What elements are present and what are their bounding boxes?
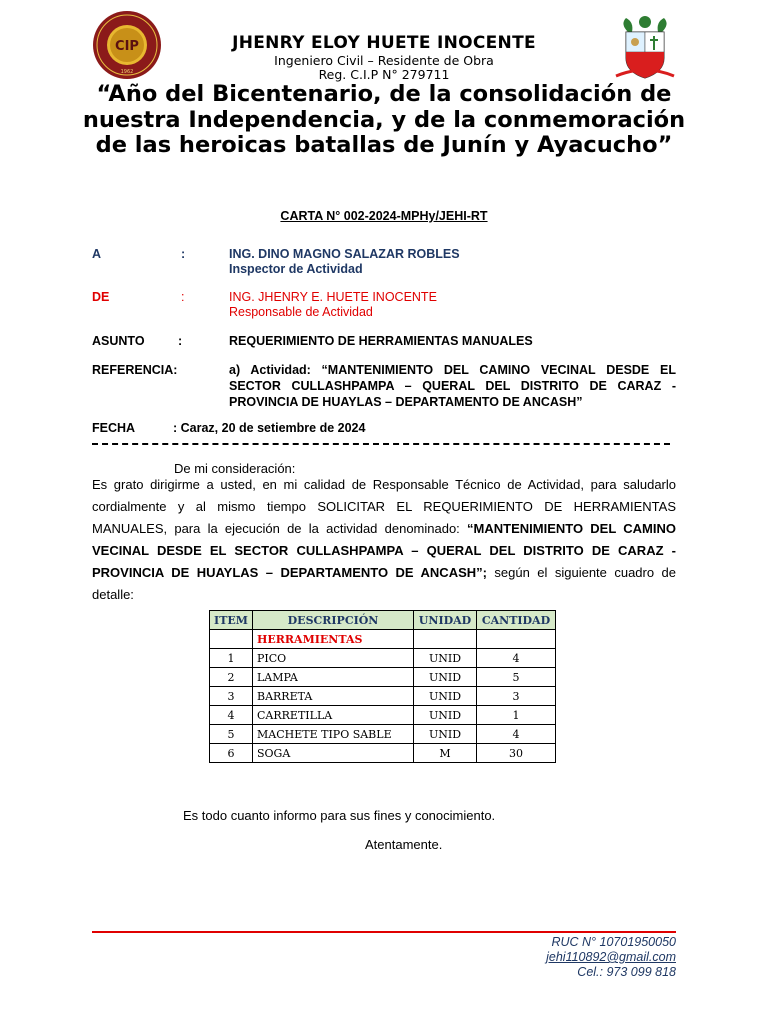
cell-quantity: 5 [477, 668, 556, 687]
cell-unit: UNID [414, 687, 477, 706]
table-row [210, 649, 556, 668]
col-header-item: ITEM [210, 611, 253, 630]
cell-description: CARRETILLA [253, 706, 414, 725]
year-motto: “Año del Bicentenario, de la consolidación de nuestra Independencia, y de la conmemoración de las heroicas batallas de Junín y Ayacucho” [82, 81, 686, 158]
to-name: ING. DINO MAGNO SALAZAR ROBLES [229, 247, 460, 261]
col-header-unit: UNIDAD [414, 611, 477, 630]
cell-quantity: 4 [477, 649, 556, 668]
subject-text: REQUERIMIENTO DE HERRAMIENTAS MANUALES [229, 334, 533, 348]
cell-item: 5 [210, 725, 253, 744]
date-label: FECHA [92, 421, 136, 435]
from-label: DE [92, 290, 110, 304]
body-paragraph [92, 474, 676, 606]
letter-number: CARTA N° 002-2024-MPHy/JEHI-RT [280, 209, 488, 223]
to-colon: : [181, 247, 186, 261]
reference-label: REFERENCIA: [92, 363, 178, 377]
separator-line [92, 443, 670, 445]
greeting: De mi consideración: [174, 461, 296, 476]
regards-text: Atentamente. [365, 837, 443, 852]
footer-email-wrap [400, 950, 676, 964]
cell-item: 4 [210, 706, 253, 725]
cell-description: MACHETE TIPO SABLE [253, 725, 414, 744]
col-header-quantity: CANTIDAD [477, 611, 556, 630]
cell-item: 2 [210, 668, 253, 687]
tools-table [209, 610, 556, 763]
author-title: Ingeniero Civil – Residente de Obra [274, 53, 494, 68]
cell-quantity: 3 [477, 687, 556, 706]
table-row [210, 668, 556, 687]
footer-ruc: RUC N° 10701950050 [551, 935, 676, 949]
cell-unit: UNID [414, 706, 477, 725]
cell-item: 6 [210, 744, 253, 763]
cell-quantity: 4 [477, 725, 556, 744]
author-name: JHENRY ELOY HUETE INOCENTE [232, 33, 536, 53]
closing-text: Es todo cuanto informo para sus fines y conocimiento. [183, 808, 496, 823]
peru-coat-of-arms [614, 14, 676, 80]
footer-divider [92, 931, 676, 933]
table-row [210, 706, 556, 725]
to-role: Inspector de Actividad [229, 262, 363, 276]
body-text-start: Es grato dirigirme a usted, en mi calidad de Responsable Técnico de Actividad, para saludarlo cordialmente y al mismo tiempo SOLICITAR EL REQUERIMIENTO DE HERRAMIENTAS MANUALES, para la ejecución de la actividad denominado: [92, 477, 676, 536]
cip-logo-year: 1962 [120, 69, 134, 75]
cell-quantity: 30 [477, 744, 556, 763]
table-row [210, 725, 556, 744]
to-label: A [92, 247, 102, 261]
body-text-end: según el siguiente cuadro de detalle: [92, 565, 676, 602]
subject-colon: : [178, 334, 183, 348]
section-label: HERRAMIENTAS [253, 630, 414, 649]
table-header-row [210, 611, 556, 630]
table-row [210, 744, 556, 763]
subject-label: ASUNTO [92, 334, 145, 348]
cell-quantity: 1 [477, 706, 556, 725]
table-row [210, 687, 556, 706]
cell-unit: M [414, 744, 477, 763]
body-activity-name: “MANTENIMIENTO DEL CAMINO VECINAL DESDE EL SECTOR CULLASHPAMPA – QUERAL DEL DISTRITO DE CARAZ - PROVINCIA DE HUAYLAS – DEPARTAMENTO DE ANCASH”; [92, 521, 676, 580]
from-name: ING. JHENRY E. HUETE INOCENTE [229, 290, 437, 304]
date-text: : Caraz, 20 de setiembre de 2024 [173, 421, 366, 435]
cell-unit: UNID [414, 725, 477, 744]
author-cip: Reg. C.I.P N° 279711 [318, 67, 450, 82]
from-role: Responsable de Actividad [229, 305, 373, 319]
cell-unit: UNID [414, 649, 477, 668]
from-colon: : [181, 290, 185, 304]
cell-item: 3 [210, 687, 253, 706]
cell-description: LAMPA [253, 668, 414, 687]
table-section-row [210, 630, 556, 649]
cell-item: 1 [210, 649, 253, 668]
reference-text: a) Actividad: “MANTENIMIENTO DEL CAMINO VECINAL DESDE EL SECTOR CULLASHPAMPA – QUERAL DEL DISTRITO DE CARAZ - PROVINCIA DE HUAYLAS – DEPARTAMENTO DE ANCASH” [229, 363, 676, 409]
col-header-description: DESCRIPCIÓN [253, 611, 414, 630]
footer-email-link[interactable]: jehi110892@gmail.com [546, 950, 676, 964]
cell-description: BARRETA [253, 687, 414, 706]
cell-description: PICO [253, 649, 414, 668]
cell-description: SOGA [253, 744, 414, 763]
cell-unit: UNID [414, 668, 477, 687]
footer-phone: Cel.: 973 099 818 [577, 965, 676, 979]
cip-logo-letters: CIP [115, 39, 139, 54]
